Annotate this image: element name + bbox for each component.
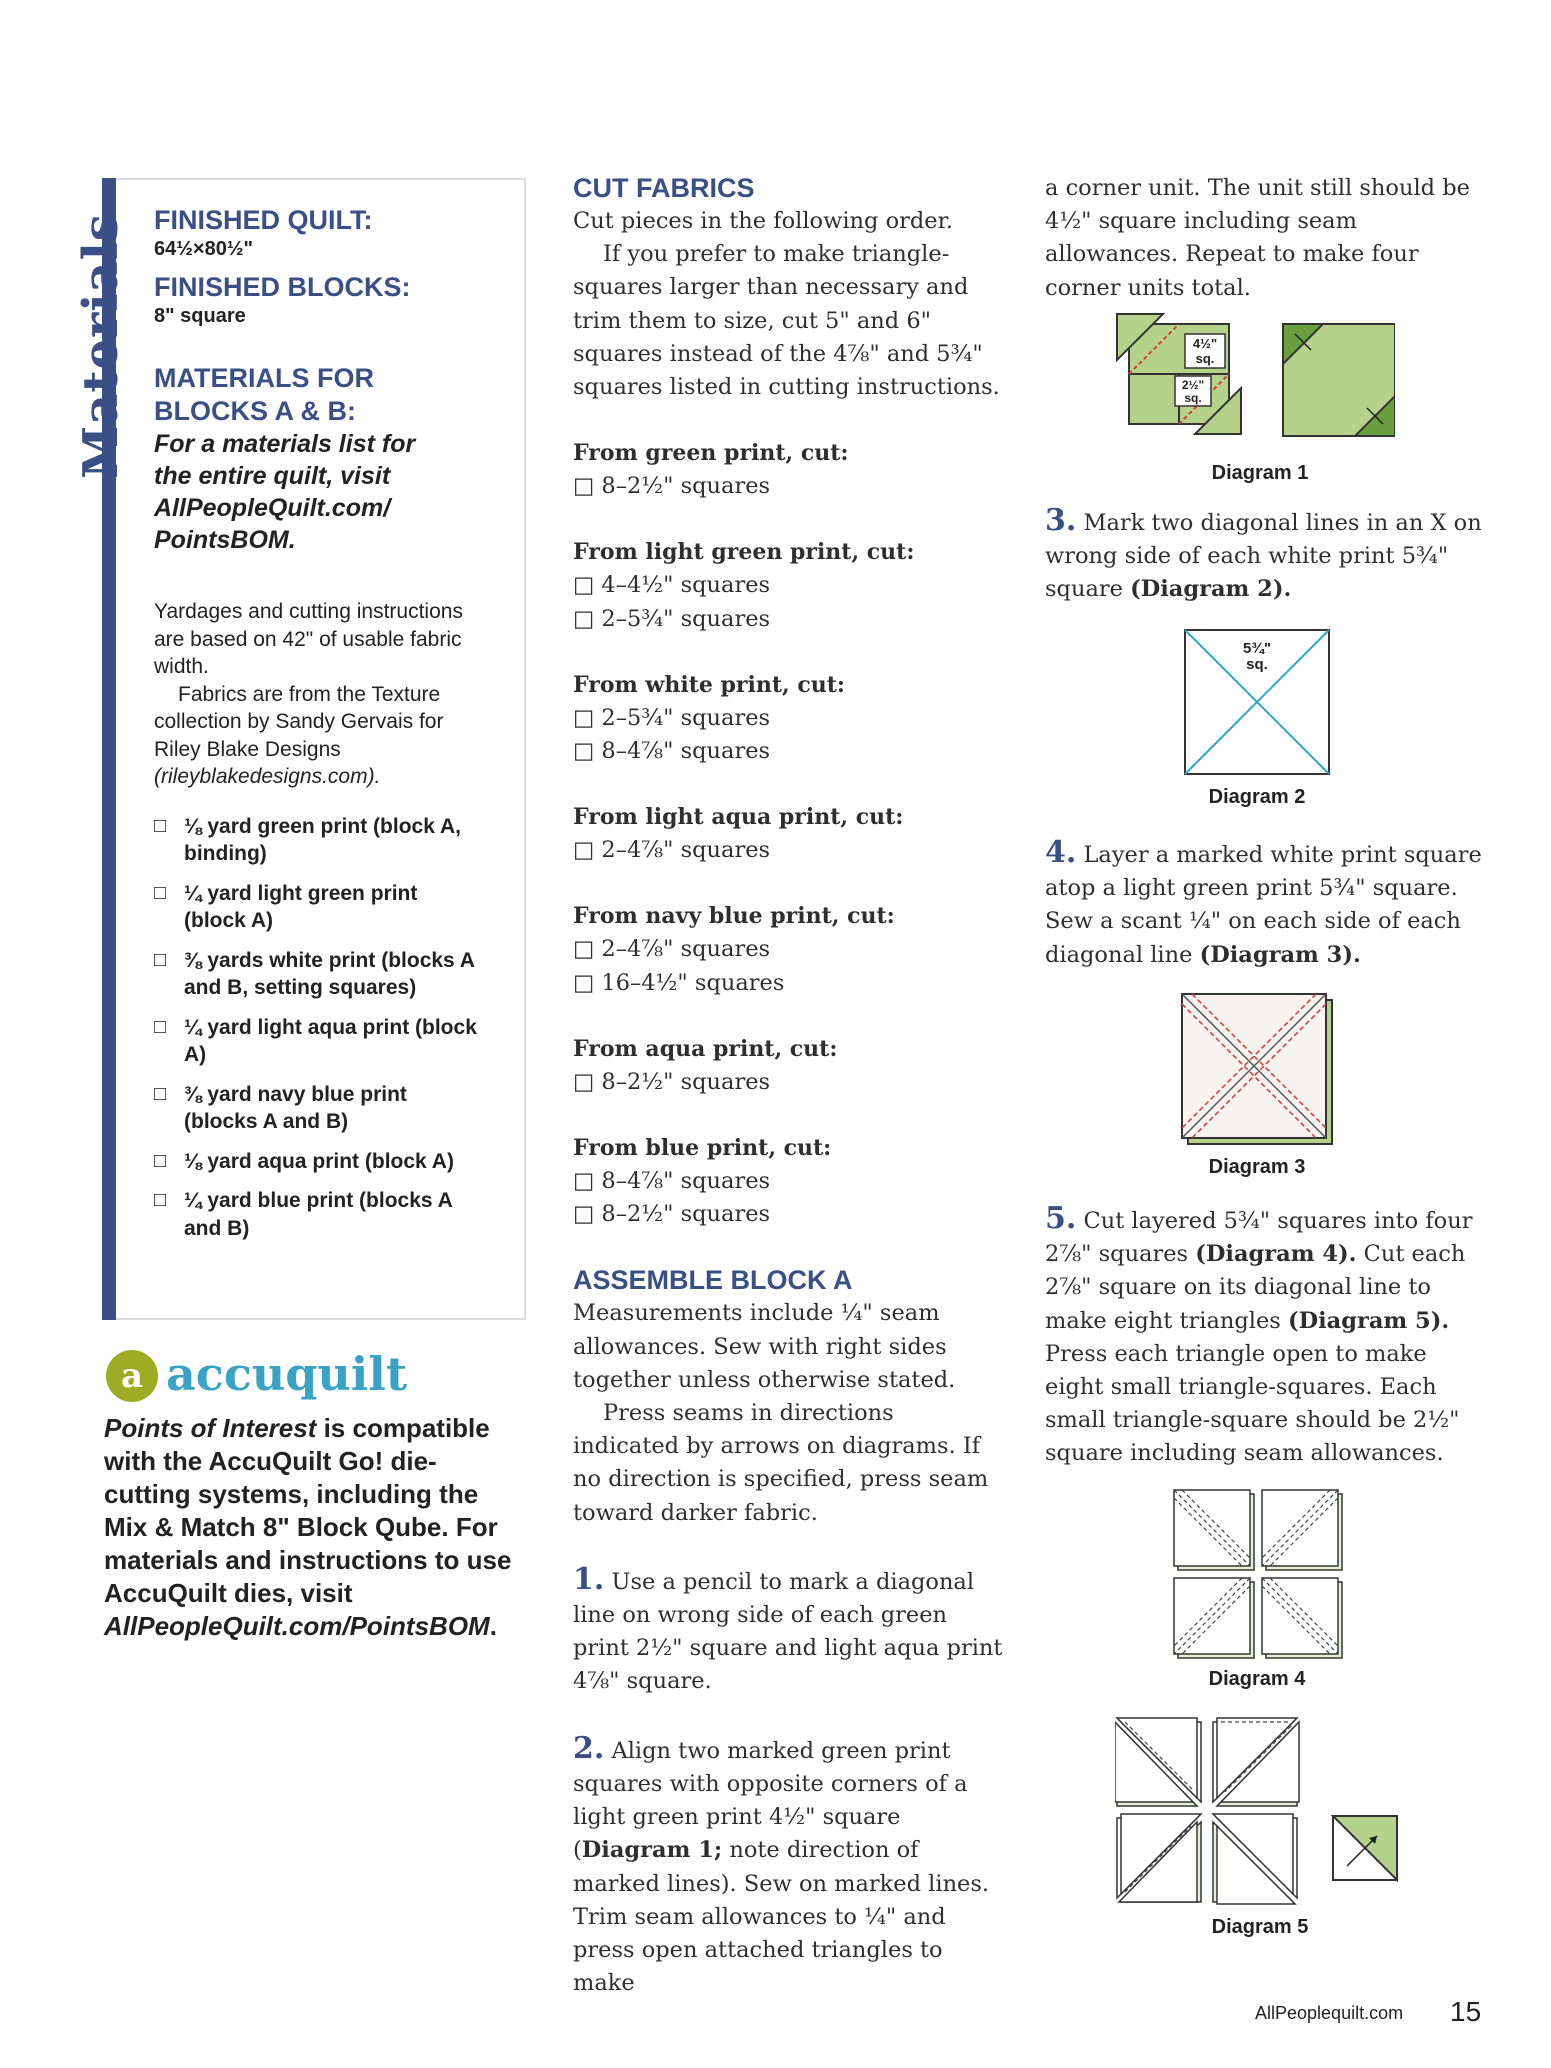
materials-item: □ ⅜ yards white print (blocks A and B, setting squares) xyxy=(154,947,484,1002)
materials-item: □ ⅛ yard aqua print (block A) xyxy=(154,1148,484,1176)
step-2-continued: a corner unit. The unit still should be 4½" square including seam allowances. Repeat to make four corner units total. xyxy=(1045,175,1470,301)
step-1: 1. Use a pencil to mark a diagonal line on wrong side of each green print 2½" square and light aqua print 4⅞" square. xyxy=(573,1561,1003,1695)
finished-blocks-value: 8" square xyxy=(154,305,246,327)
accuquilt-logo-text: accuquilt xyxy=(166,1347,408,1401)
materials-item: □ ¼ yard blue print (blocks A and B) xyxy=(154,1187,484,1242)
finished-quilt-value: 64½×80½" xyxy=(154,238,254,260)
cut-group-title: From blue print, cut: xyxy=(573,1135,832,1162)
cut-group-title: From light aqua print, cut: xyxy=(573,804,904,831)
assemble-p2: Press seams in directions indicated by arrows on diagrams. If no direction is specified, press seam toward darker fabric. xyxy=(573,1400,989,1526)
column-steps xyxy=(1045,172,1485,305)
accuquilt-logo xyxy=(104,1346,444,1406)
diagram-3-caption: Diagram 3 xyxy=(1208,1156,1306,1178)
yardage-note: Yardages and cutting instructions are based on 42" of usable fabric width. xyxy=(154,600,463,678)
fabrics-note: Fabrics are from the Texture collection by Sandy Gervais for Riley Blake Designs xyxy=(154,682,444,761)
step-5: 5. Cut layered 5¾" squares into four 2⅞" squares (Diagram 4). Cut each 2⅞" square on its diagonal line to make eight triangles (Diagram 5). Press each triangle open to make eight small triangle-squares. Each small triangle-square should be 2½" square including seam allowances. xyxy=(1045,1201,1473,1467)
finished-quilt-label: FINISHED QUILT: xyxy=(154,205,373,235)
column-cut-assemble xyxy=(573,172,1005,2000)
cut-group-title: From light green print, cut: xyxy=(573,539,915,566)
step-number: 2. xyxy=(573,1730,605,1766)
diagram-1-label: 4½" xyxy=(1192,336,1218,351)
diagram-1-caption: Diagram 1 xyxy=(1211,462,1309,484)
fabrics-site: (rileyblakedesigns.com). xyxy=(154,765,381,788)
diagram-5-caption: Diagram 5 xyxy=(1211,1916,1309,1938)
diagram-2-caption: Diagram 2 xyxy=(1208,786,1306,808)
materials-for-line2: BLOCKS A & B: xyxy=(154,396,356,426)
cut-intro2: If you prefer to make triangle-squares larger than necessary and trim them to size, cut 5" and 6" squares instead of the 4⅞" and 5¾" squares listed in cutting instructions. xyxy=(573,241,1000,401)
accuquilt-text-body: is compatible with the AccuQuilt Go! die-cutting systems, including the Mix & Match 8" Block Qube. For materials and instructions to use AccuQuilt dies, visit xyxy=(104,1413,512,1608)
cut-group-title: From green print, cut: xyxy=(573,440,849,467)
cut-group-title: From aqua print, cut: xyxy=(573,1035,838,1062)
cut-row: □ 4–4½" squares xyxy=(573,572,771,599)
diagram-4-caption: Diagram 4 xyxy=(1208,1668,1306,1690)
cut-group-title: From navy blue print, cut: xyxy=(573,903,895,930)
assemble-heading: ASSEMBLE BLOCK A xyxy=(573,1265,853,1296)
cut-row: □ 2–4⅞" squares xyxy=(573,936,771,963)
cut-row: □ 8–2½" squares xyxy=(573,473,771,500)
cut-row: □ 8–2½" squares xyxy=(573,1068,771,1095)
materials-for-line1: MATERIALS FOR xyxy=(154,363,374,393)
step-number: 5. xyxy=(1045,1201,1077,1236)
diagram-4 xyxy=(1172,1488,1344,1660)
cut-intro1: Cut pieces in the following order. xyxy=(573,208,954,234)
materials-note: For a materials list for the entire quilt, visit AllPeopleQuilt.com/ PointsBOM. xyxy=(154,430,416,554)
step-2: 2. Align two marked green print squares with opposite corners of a light green print 4½" square (Diagram 1; note direction of marked lines). Sew on marked lines. Trim seam allowances to ¼" and press open attached triangles to make xyxy=(573,1730,990,1997)
diagram-2-label: 5¾" xyxy=(1243,640,1271,657)
page-number: 15 xyxy=(1450,1996,1482,2027)
materials-item: □ ¼ yard light green print (block A) xyxy=(154,880,484,935)
diagram-2 xyxy=(1183,628,1331,776)
cut-group-title: From white print, cut: xyxy=(573,671,846,698)
step-4: 4. Layer a marked white print square atop a light green print 5¾" square. Sew a scant ¼" on each side of each diagonal line (Diagram 3). xyxy=(1045,835,1482,968)
step-number: 1. xyxy=(573,1561,605,1597)
accuquilt-url[interactable]: AllPeopleQuilt.com/PointsBOM xyxy=(104,1611,490,1641)
step-3: 3. Mark two diagonal lines in an X on wrong side of each white print 5¾" square (Diagram 2). xyxy=(1045,503,1482,603)
cut-row: □ 2–4⅞" squares xyxy=(573,837,771,864)
cut-row: □ 16–4½" squares xyxy=(573,969,785,996)
diagram-2-label: sq. xyxy=(1246,656,1268,673)
diagram-3 xyxy=(1180,992,1334,1146)
diagram-1 xyxy=(1115,312,1395,442)
accuquilt-text: Points of Interest is compatible with the AccuQuilt Go! die-cutting systems, including the Mix & Match 8" Block Qube. For materials and instructions to use AccuQuilt dies, visit AllPeopleQuilt.com/PointsBOM. xyxy=(104,1413,512,1641)
cut-row: □ 8–4⅞" squares xyxy=(573,1168,771,1195)
materials-side-title: Materials xyxy=(73,213,129,479)
materials-item: □ ⅛ yard green print (block A, binding) xyxy=(154,813,484,868)
footer-site[interactable]: AllPeoplequilt.com xyxy=(1255,2003,1404,2023)
finished-blocks-label: FINISHED BLOCKS: xyxy=(154,272,411,302)
cut-fabrics-heading: CUT FABRICS xyxy=(573,173,755,203)
cut-row: □ 8–4⅞" squares xyxy=(573,738,771,765)
materials-item: □ ⅜ yard navy blue print (blocks A and B) xyxy=(154,1081,484,1136)
step-number: 3. xyxy=(1045,503,1077,538)
materials-content xyxy=(154,204,514,1254)
accuquilt-logo-a: a xyxy=(120,1356,144,1396)
cut-row: □ 2–5¾" squares xyxy=(573,704,771,731)
cut-row: □ 8–2½" squares xyxy=(573,1201,771,1228)
materials-list xyxy=(154,813,484,1243)
diagram-1-label: sq. xyxy=(1184,391,1202,405)
cut-row: □ 2–5¾" squares xyxy=(573,605,771,632)
diagram-1-label: sq. xyxy=(1195,351,1215,366)
diagram-5 xyxy=(1115,1716,1405,1906)
diagram-1-label: 2½" xyxy=(1181,378,1205,392)
accuquilt-title: Points of Interest xyxy=(104,1413,317,1443)
step-number: 4. xyxy=(1045,835,1077,870)
materials-item: □ ¼ yard light aqua print (block A) xyxy=(154,1014,484,1069)
assemble-p1: Measurements include ¼" seam allowances. Sew with right sides together unless otherwise stated. xyxy=(573,1300,956,1393)
